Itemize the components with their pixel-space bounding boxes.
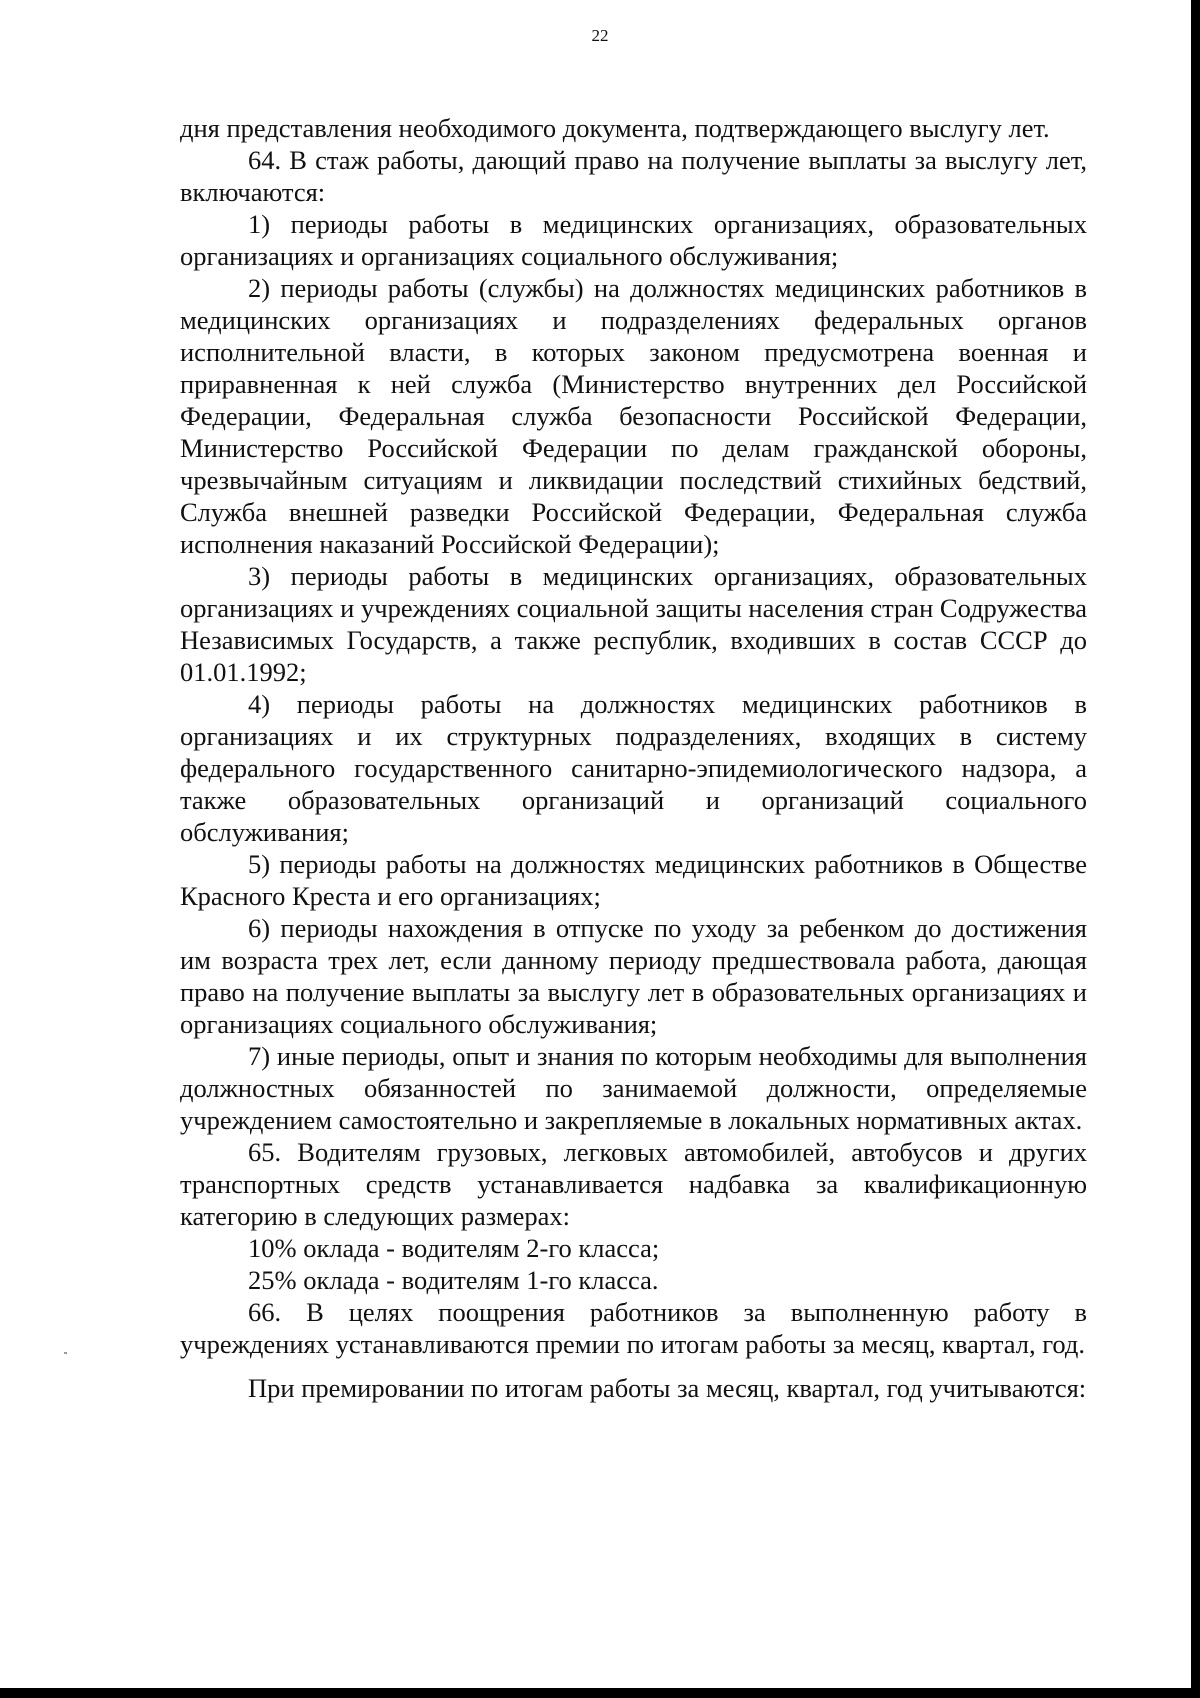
paragraph-continuation: дня представления необходимого документа, подтверждающего выслугу лет. — [180, 113, 1050, 143]
list-item-2: 2) периоды работы (службы) на должностях медицинских работников в медицинских организациях и подразделениях федеральных органов исполнительной власти, в которых законом предусмотрена военная и приравненная к ней служба (Министерство внутренних дел Российской Федерации, Федеральная служба безопасности Российской Федерации, Министерство Российской Федерации по делам гражданской обороны, чрезвычайным ситуациям и ликвидации последствий стихийных бедствий, Служба внешней разведки Российской Федерации, Федеральная служба исполнения наказаний Российской Федерации); — [180, 273, 1087, 559]
scan-edge-bottom — [0, 1688, 1200, 1698]
rate-item-class-1: 25% оклада - водителям 1-го класса. — [248, 1265, 659, 1295]
document-body — [180, 112, 1087, 1404]
page-number: 22 — [591, 26, 609, 45]
paragraph-66: 66. В целях поощрения работников за выполненную работу в учреждениях устанавливаются премии по итогам работы за месяц, квартал, год. — [180, 1297, 1087, 1359]
list-item-3: 3) периоды работы в медицинских организациях, образовательных организациях и учреждениях социальной защиты населения стран Содружества Независимых Государств, а также республик, входивших в состав СССР до 01.01.1992; — [180, 561, 1087, 687]
paragraph-64: 64. В стаж работы, дающий право на получение выплаты за выслугу лет, включаются: — [180, 145, 1087, 207]
list-item-7: 7) иные периоды, опыт и знания по которым необходимы для выполнения должностных обязанностей по занимаемой должности, определяемые учреждением самостоятельно и закрепляемые в локальных нормативных актах. — [180, 1041, 1087, 1135]
list-item-1: 1) периоды работы в медицинских организациях, образовательных организациях и организациях социального обслуживания; — [180, 209, 1087, 271]
list-item-5: 5) периоды работы на должностях медицинских работников в Обществе Красного Креста и его организациях; — [180, 849, 1087, 911]
paragraph-bonus-criteria: При премировании по итогам работы за месяц, квартал, год учитываются: — [248, 1373, 1087, 1403]
rate-item-class-2: 10% оклада - водителям 2-го класса; — [248, 1233, 660, 1263]
scan-speck — [64, 1352, 67, 1354]
scan-edge-right — [1191, 0, 1200, 1698]
paragraph-65: 65. Водителям грузовых, легковых автомобилей, автобусов и других транспортных средств устанавливается надбавка за квалификационную категорию в следующих размерах: — [180, 1137, 1087, 1231]
list-item-4: 4) периоды работы на должностях медицинских работников в организациях и их структурных подразделениях, входящих в систему федерального государственного санитарно-эпидемиологического надзора, а также образовательных организаций и организаций социального обслуживания; — [180, 689, 1087, 847]
list-item-6: 6) периоды нахождения в отпуске по уходу за ребенком до достижения им возраста трех лет, если данному периоду предшествовала работа, дающая право на получение выплаты за выслугу лет в образовательных организациях и организациях социального обслуживания; — [180, 913, 1087, 1039]
